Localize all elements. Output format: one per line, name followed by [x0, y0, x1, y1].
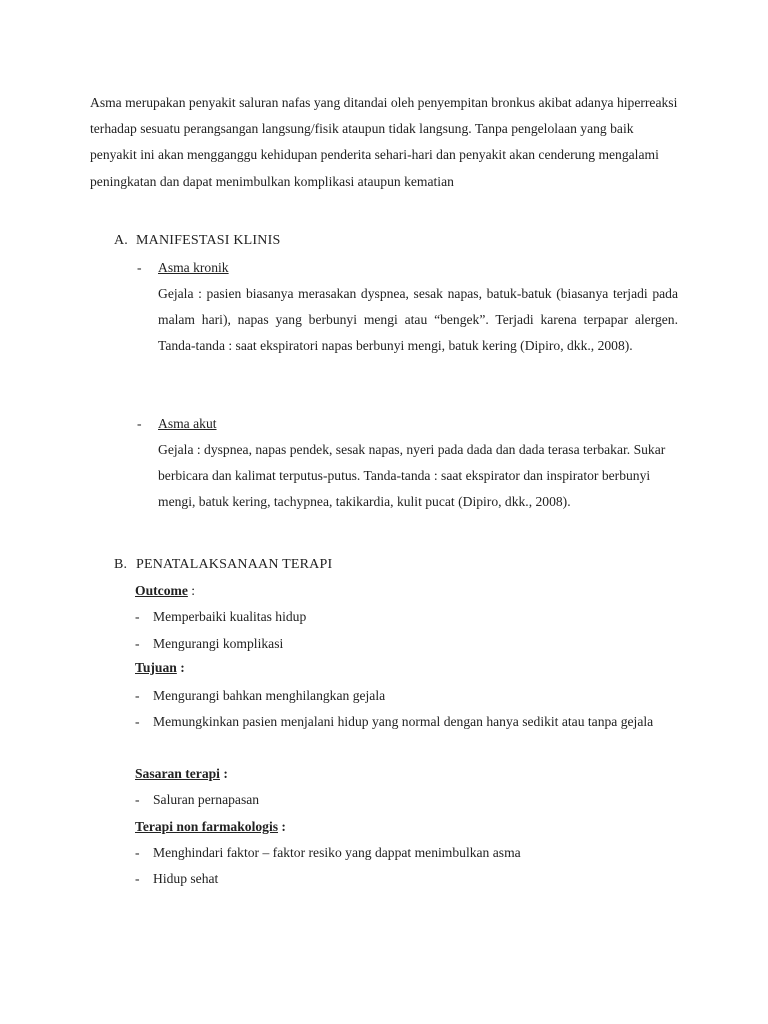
list-bullet: - — [135, 871, 140, 886]
asma-kronik-body: Gejala : pasien biasanya merasakan dyspnea, sesak napas, batuk-batuk (biasanya terjadi pada malam hari), napas yang berbunyi mengi atau “bengek”. Terjadi karena terpapar alergen. Tanda-tanda : saat ekspiratori napas berbunyi mengi, batuk kering (Dipiro, dkk., 2008). — [158, 286, 678, 353]
list-item — [135, 840, 680, 866]
section-b-letter: B. — [114, 557, 128, 572]
list-bullet: - — [135, 714, 140, 729]
tujuan-colon: : — [176, 660, 185, 675]
section-b-title: PENATALAKSANAAN TERAPI — [136, 557, 333, 572]
section-b-heading — [114, 557, 332, 573]
sasaran-key: Sasaran terapi — [135, 766, 220, 781]
asma-akut-body: Gejala : dyspnea, napas pendek, sesak napas, nyeri pada dada dan dada terasa terbakar. Sukar berbicara dan kalimat terputus-putus. Tanda-tanda : saat ekspirator dan inspirator berbunyi mengi, batuk kering, tachypnea, takikardia, kulit pucat (Dipiro, dkk., 2008). — [158, 442, 666, 509]
list-item — [135, 683, 680, 709]
list-item — [135, 866, 680, 892]
outcome-label — [135, 583, 195, 599]
section-a-title: MANIFESTASI KLINIS — [136, 233, 281, 248]
list-bullet: - — [135, 845, 140, 860]
section-a-heading — [114, 233, 280, 249]
list-item-text: Mengurangi bahkan menghilangkan gejala — [153, 688, 386, 703]
outcome-key: Outcome — [135, 583, 188, 598]
list-item-text: Mengurangi komplikasi — [153, 636, 284, 651]
list-item — [135, 787, 680, 813]
sasaran-label — [135, 766, 228, 782]
list-bullet: - — [135, 792, 140, 807]
intro-paragraph: Asma merupakan penyakit saluran nafas yang ditandai oleh penyempitan bronkus akibat adanya hiperreaksi terhadap sesuatu perangsangan langsung/fisik ataupun tidak langsung. Tanpa pengelolaan yang baik penyakit ini akan mengganggu kehidupan penderita sehari-hari dan penyakit akan cenderung mengalami peningkatan dan dapat menimbulkan komplikasi ataupun kematian — [90, 95, 678, 189]
asma-akut-dash: - — [137, 416, 142, 431]
sasaran-colon: : — [219, 766, 228, 781]
list-item-text: Memungkinkan pasien menjalani hidup yang normal dengan hanya sedikit atau tanpa gejala — [153, 714, 654, 729]
list-item — [135, 709, 680, 735]
asma-kronik-title: Asma kronik — [158, 260, 229, 275]
list-item-text: Menghindari faktor – faktor resiko yang dappat menimbulkan asma — [153, 845, 521, 860]
non-farmakologis-label — [135, 819, 286, 835]
list-item — [135, 631, 680, 657]
list-bullet: - — [135, 636, 140, 651]
tujuan-label — [135, 660, 185, 676]
section-a-letter: A. — [114, 233, 129, 248]
non-farmakologis-colon: : — [278, 819, 286, 834]
list-item — [135, 604, 680, 630]
list-item-text: Saluran pernapasan — [153, 792, 260, 807]
non-farmakologis-key: Terapi non farmakologis — [135, 819, 279, 834]
asma-akut-title: Asma akut — [158, 416, 217, 431]
asma-kronik-dash: - — [137, 260, 142, 275]
tujuan-key: Tujuan — [135, 660, 177, 675]
list-item-text: Hidup sehat — [153, 871, 219, 886]
list-item-text: Memperbaiki kualitas hidup — [153, 609, 307, 624]
list-bullet: - — [135, 688, 140, 703]
list-bullet: - — [135, 609, 140, 624]
outcome-colon: : — [187, 583, 196, 598]
